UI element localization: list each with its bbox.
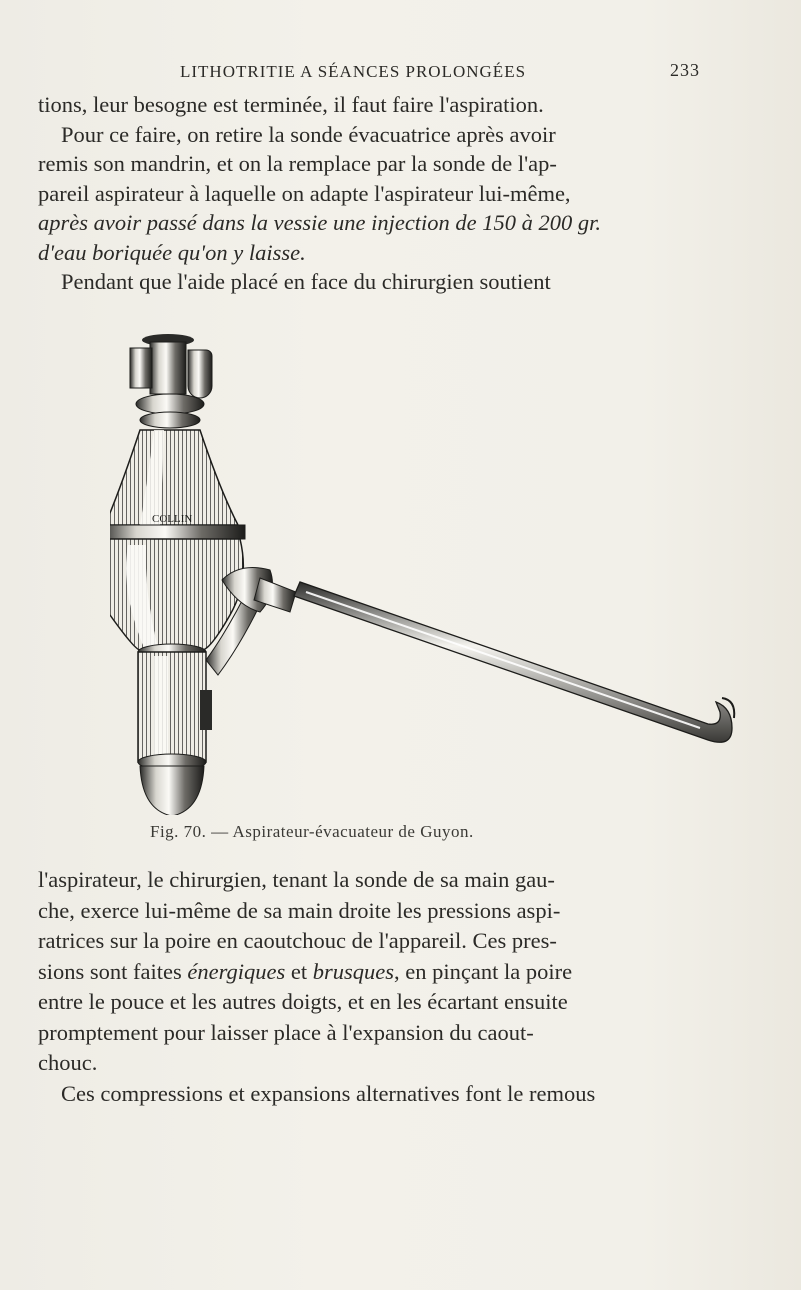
aspirator-engraving [110, 330, 750, 815]
emphasis: brusques [312, 958, 395, 984]
text-line: après avoir passé dans la vessie une injection de 150 à 200 gr. [38, 210, 602, 235]
text-line: Pour ce faire, on retire la sonde évacuatrice après avoir [61, 121, 556, 147]
paragraph-2 [38, 865, 733, 1109]
figure-caption: Fig. 70. — Aspirateur-évacuateur de Guyon. [150, 822, 474, 841]
text-line: remis son mandrin, et on la remplace par la sonde de l'ap- [38, 151, 557, 176]
aspirator-illustration [110, 330, 750, 815]
text-run: et [285, 958, 313, 984]
text-line: chouc. [38, 1050, 98, 1075]
header-title: LITHOTRITIE A SÉANCES PROLONGÉES [180, 62, 527, 81]
text-line: Pendant que l'aide placé en face du chirurgien soutient [61, 269, 551, 294]
text-line: l'aspirateur, le chirurgien, tenant la sonde de sa main gau- [38, 867, 555, 892]
text-line: promptement pour laisser place à l'expansion du caout- [38, 1019, 534, 1045]
text-line: Ces compressions et expansions alternatives font le remous [61, 1080, 596, 1106]
text-line: tions, leur besogne est terminée, il faut faire l'aspiration. [38, 92, 544, 117]
text-line: d'eau boriquée qu'on y laisse. [38, 239, 306, 265]
emphasis: énergiques [187, 958, 286, 984]
text-run: , en pinçant la poire [394, 958, 573, 984]
maker-engraving: COLLIN [152, 513, 193, 525]
top-cap [130, 334, 212, 428]
lower-cylinder [138, 644, 212, 815]
text-run: sions sont faites [38, 958, 188, 984]
text-line: entre le pouce et les autres doigts, et en les écartant ensuite [38, 989, 568, 1014]
glass-reservoir [110, 430, 245, 539]
text-line: che, exerce lui-même de sa main droite les pressions aspi- [38, 897, 561, 923]
paragraph-1 [38, 90, 733, 297]
page-number: 233 [670, 60, 700, 80]
text-line: pareil aspirateur à laquelle on adapte l'aspirateur lui-même, [38, 180, 571, 206]
text-line [38, 957, 733, 988]
evacuation-catheter [254, 578, 734, 742]
text-line: ratrices sur la poire en caoutchouc de l'appareil. Ces pres- [38, 928, 557, 953]
